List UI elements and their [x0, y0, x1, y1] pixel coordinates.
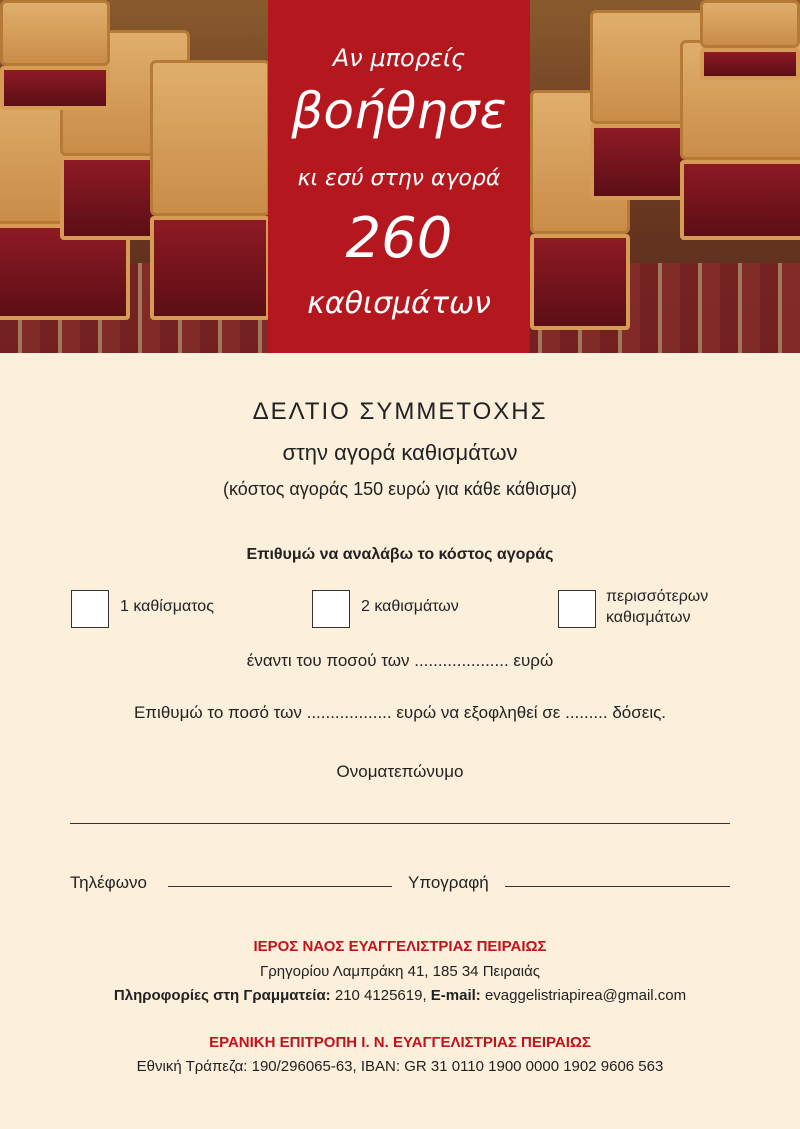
- banner-seat-count: 260: [345, 206, 453, 271]
- form-subtitle: στην αγορά καθισμάτων: [282, 440, 518, 465]
- name-label: Ονοματεπώνυμο: [336, 762, 464, 781]
- church-address: Γρηγορίου Λαμπράκη 41, 185 34 Πειραιάς: [260, 963, 540, 980]
- chair: [700, 0, 800, 80]
- signature-label: Υπογραφή: [408, 873, 489, 892]
- email-label: E-mail:: [430, 987, 481, 1004]
- option-label-one-seat: 1 καθίσματος: [120, 598, 214, 615]
- name-field-line[interactable]: [70, 823, 730, 824]
- church-name: ΙΕΡΟΣ ΝΑΟΣ ΕΥΑΓΓΕΛΙΣΤΡΙΑΣ ΠΕΙΡΑΙΩΣ: [253, 938, 547, 955]
- contact-info: [0, 987, 800, 1004]
- contact-email[interactable]: evaggelistriapirea@gmail.com: [480, 987, 687, 1004]
- info-label: Πληροφορίες στη Γραμματεία:: [113, 987, 331, 1004]
- bank-details: Εθνική Τράπεζα: 190/296065-63, IBAN: GR 31 0110 1900 0000 1902 9606 563: [136, 1058, 664, 1075]
- banner-line-2: βοήθησε: [291, 82, 507, 140]
- phone-field-line[interactable]: [168, 886, 392, 887]
- option-label-more-seats-2: καθισμάτων: [606, 609, 691, 626]
- checkbox-more-seats[interactable]: [558, 590, 596, 628]
- contact-phone: 210 4125619,: [330, 987, 431, 1004]
- chair: [0, 0, 110, 110]
- appeal-banner: [268, 0, 530, 353]
- wish-heading: Επιθυμώ να αναλάβω το κόστος αγοράς: [246, 546, 554, 563]
- form-title: ΔΕΛΤΙΟ ΣΥΜΜΕΤΟΧΗΣ: [252, 398, 548, 425]
- amount-line: έναντι του ποσού των .................... ευρώ: [246, 651, 554, 670]
- phone-label: Τηλέφωνο: [70, 873, 147, 892]
- installments-line: Επιθυμώ το ποσό των .................. ευρώ να εξοφληθεί σε ......... δόσεις.: [133, 703, 667, 722]
- church-chairs-photo: [0, 0, 800, 353]
- signature-field-line[interactable]: [505, 886, 730, 887]
- cost-note: (κόστος αγοράς 150 ευρώ για κάθε κάθισμα): [222, 479, 578, 499]
- option-label-two-seats: 2 καθισμάτων: [361, 598, 459, 615]
- chair: [150, 60, 270, 320]
- committee-name: ΕΡΑΝΙΚΗ ΕΠΙΤΡΟΠΗ Ι. Ν. ΕΥΑΓΓΕΛΙΣΤΡΙΑΣ ΠΕΙΡΑΙΩΣ: [209, 1034, 591, 1051]
- banner-line-1: Αν μπορείς: [332, 44, 466, 72]
- checkbox-two-seats[interactable]: [312, 590, 350, 628]
- banner-line-5: καθισμάτων: [307, 286, 491, 321]
- banner-line-3: κι εσύ στην αγορά: [297, 166, 501, 191]
- option-label-more-seats-1: περισσότερων: [606, 588, 709, 605]
- checkbox-one-seat[interactable]: [71, 590, 109, 628]
